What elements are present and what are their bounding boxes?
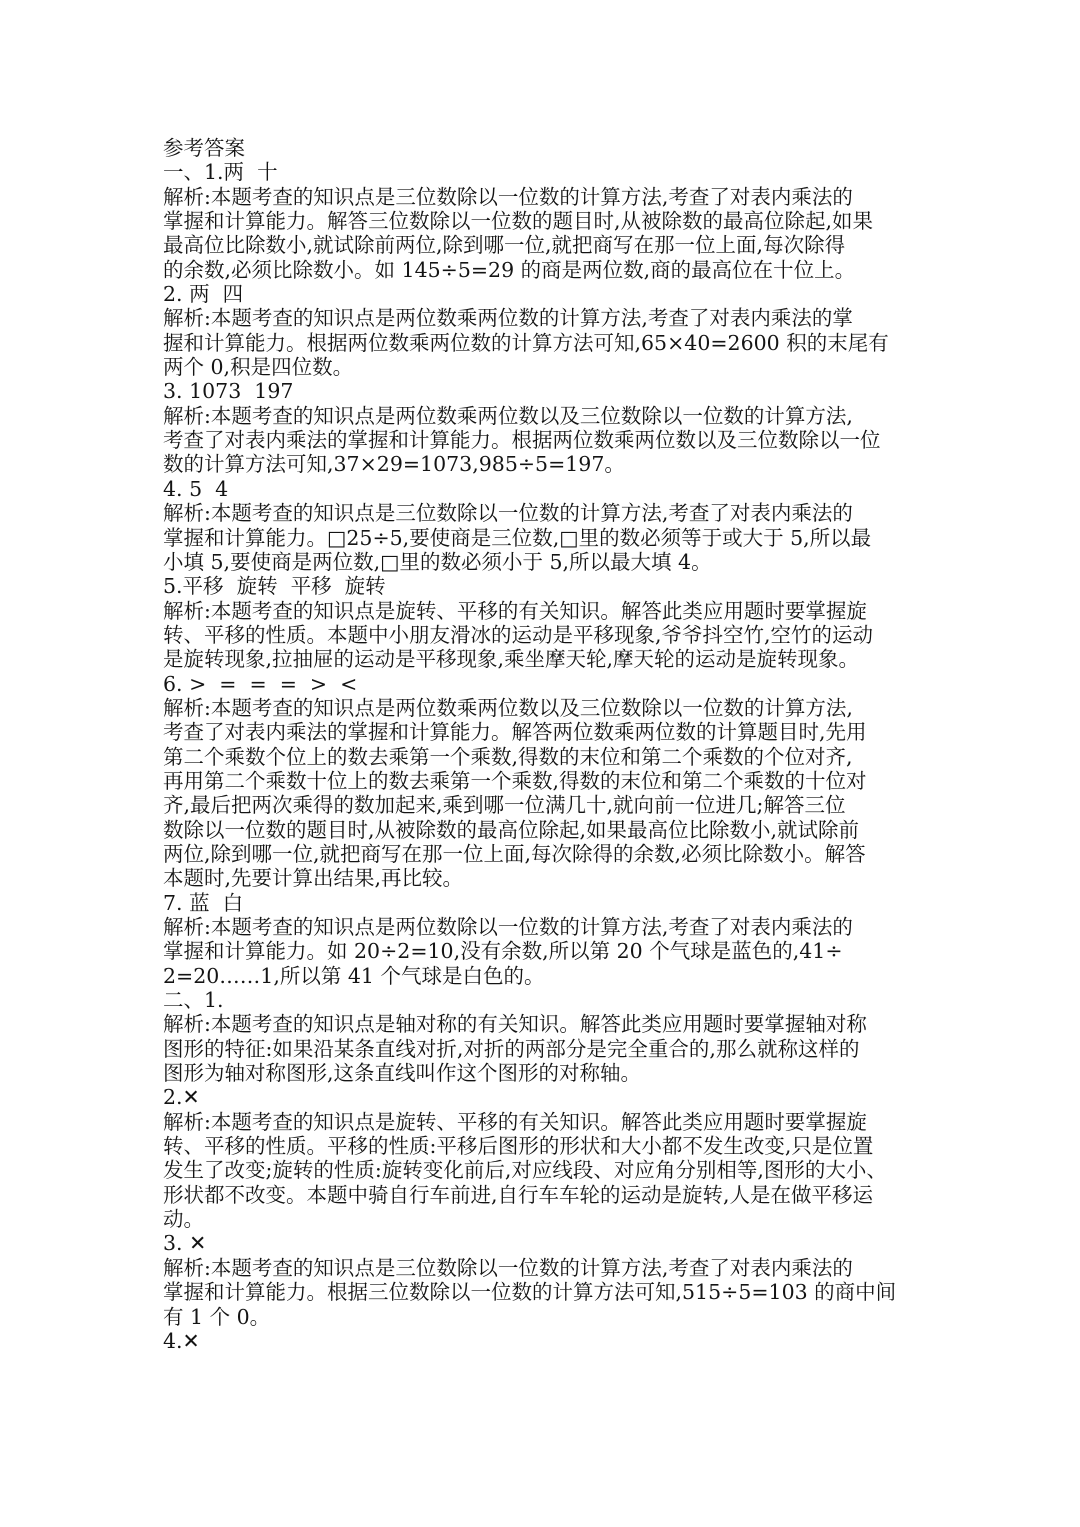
answer-line: 7. 蓝 白 xyxy=(163,890,244,915)
answer-line: 3. ✕ xyxy=(163,1231,207,1256)
answer-line: 两个 0,积是四位数。 xyxy=(163,355,354,380)
answer-line: 最高位比除数小,就试除前两位,除到哪一位,就把商写在那一位上面,每次除得 xyxy=(163,233,846,258)
answer-line: 掌握和计算能力。如 20÷2=10,没有余数,所以第 20 个气球是蓝色的,41÷ xyxy=(163,939,843,964)
answer-line: 解析:本题考查的知识点是两位数除以一位数的计算方法,考查了对表内乘法的 xyxy=(163,915,853,939)
answer-line: 图形的特征:如果沿某条直线对折,对折的两部分是完全重合的,那么就称这样的 xyxy=(163,1036,860,1061)
answer-line: 4. 5 4 xyxy=(163,476,229,501)
answer-line: 解析:本题考查的知识点是轴对称的有关知识。解答此类应用题时要掌握轴对称 xyxy=(163,1012,867,1037)
answer-line: 2. 两 四 xyxy=(163,282,244,307)
answer-line: 齐,最后把两次乘得的数加起来,乘到哪一位满几十,就向前一位进几;解答三位 xyxy=(163,793,846,818)
answer-line: 本题时,先要计算出结果,再比较。 xyxy=(163,866,464,891)
answer-line: 二、1. xyxy=(163,988,224,1013)
answer-document xyxy=(163,136,923,1353)
answer-line: 的余数,必须比除数小。如 145÷5=29 的商是两位数,商的最高位在十位上。 xyxy=(163,257,856,282)
document-title: 参考答案 xyxy=(163,136,245,160)
answer-line: 数除以一位数的题目时,从被除数的最高位除起,如果最高位比除数小,就试除前 xyxy=(163,817,860,842)
answer-line: 数的计算方法可知,37×29=1073,985÷5=197。 xyxy=(163,452,625,477)
answer-line: 小填 5,要使商是两位数,□里的数必须小于 5,所以最大填 4。 xyxy=(163,549,712,574)
answer-line: 解析:本题考查的知识点是三位数除以一位数的计算方法,考查了对表内乘法的 xyxy=(163,1255,853,1280)
answer-line: 转、平移的性质。平移的性质:平移后图形的形状和大小都不发生改变,只是位置 xyxy=(163,1134,874,1159)
answer-line: 发生了改变;旋转的性质:旋转变化前后,对应线段、对应角分别相等,图形的大小、 xyxy=(163,1158,887,1183)
answer-line: 掌握和计算能力。根据三位数除以一位数的计算方法可知,515÷5=103 的商中间 xyxy=(163,1280,897,1305)
answer-line: 掌握和计算能力。解答三位数除以一位数的题目时,从被除数的最高位除起,如果 xyxy=(163,209,874,234)
answer-line: 掌握和计算能力。□25÷5,要使商是三位数,□里的数必须等于或大于 5,所以最 xyxy=(163,525,872,550)
answer-line: 有 1 个 0。 xyxy=(163,1304,271,1329)
answer-line: 两位,除到哪一位,就把商写在那一位上面,每次除得的余数,必须比除数小。解答 xyxy=(163,841,866,866)
answer-line: 解析:本题考查的知识点是两位数乘两位数以及三位数除以一位数的计算方法, xyxy=(163,695,853,720)
answer-line: 转、平移的性质。本题中小朋友滑冰的运动是平移现象,爷爷抖空竹,空竹的运动 xyxy=(163,622,874,647)
answer-line: 解析:本题考查的知识点是两位数乘两位数的计算方法,考查了对表内乘法的掌 xyxy=(163,306,853,331)
answer-line: 6. > = = = > < xyxy=(163,671,358,696)
answer-line: 解析:本题考查的知识点是两位数乘两位数以及三位数除以一位数的计算方法, xyxy=(163,403,853,428)
answer-line: 动。 xyxy=(163,1207,204,1232)
answer-line: 再用第二个乘数十位上的数去乘第一个乘数,得数的末位和第二个乘数的十位对 xyxy=(163,768,867,793)
answer-line: 3. 1073 197 xyxy=(163,379,294,404)
answer-line: 解析:本题考查的知识点是旋转、平移的有关知识。解答此类应用题时要掌握旋 xyxy=(163,1109,867,1134)
answer-line: 握和计算能力。根据两位数乘两位数的计算方法可知,65×40=2600 积的末尾有 xyxy=(163,330,889,355)
answer-line: 解析:本题考查的知识点是三位数除以一位数的计算方法,考查了对表内乘法的 xyxy=(163,501,853,526)
answer-line: 形状都不改变。本题中骑自行车前进,自行车车轮的运动是旋转,人是在做平移运 xyxy=(163,1182,874,1207)
answer-line: 2.✕ xyxy=(163,1085,200,1110)
answer-line: 一、1.两 十 xyxy=(163,160,278,185)
answer-line: 是旋转现象,拉抽屉的运动是平移现象,乘坐摩天轮,摩天轮的运动是旋转现象。 xyxy=(163,647,860,672)
answer-line: 考查了对表内乘法的掌握和计算能力。解答两位数乘两位数的计算题目时,先用 xyxy=(163,720,867,745)
answer-line: 解析:本题考查的知识点是三位数除以一位数的计算方法,考查了对表内乘法的 xyxy=(163,184,853,209)
answer-line: 考查了对表内乘法的掌握和计算能力。根据两位数乘两位数以及三位数除以一位 xyxy=(163,428,881,453)
answer-line: 4.✕ xyxy=(163,1328,200,1353)
answer-line: 第二个乘数个位上的数去乘第一个乘数,得数的末位和第二个乘数的个位对齐, xyxy=(163,744,853,769)
answer-line: 图形为轴对称图形,这条直线叫作这个图形的对称轴。 xyxy=(163,1061,642,1086)
answer-line: 解析:本题考查的知识点是旋转、平移的有关知识。解答此类应用题时要掌握旋 xyxy=(163,598,867,623)
answer-line: 2=20……1,所以第 41 个气球是白色的。 xyxy=(163,963,545,988)
answer-line: 5.平移 旋转 平移 旋转 xyxy=(163,574,386,599)
